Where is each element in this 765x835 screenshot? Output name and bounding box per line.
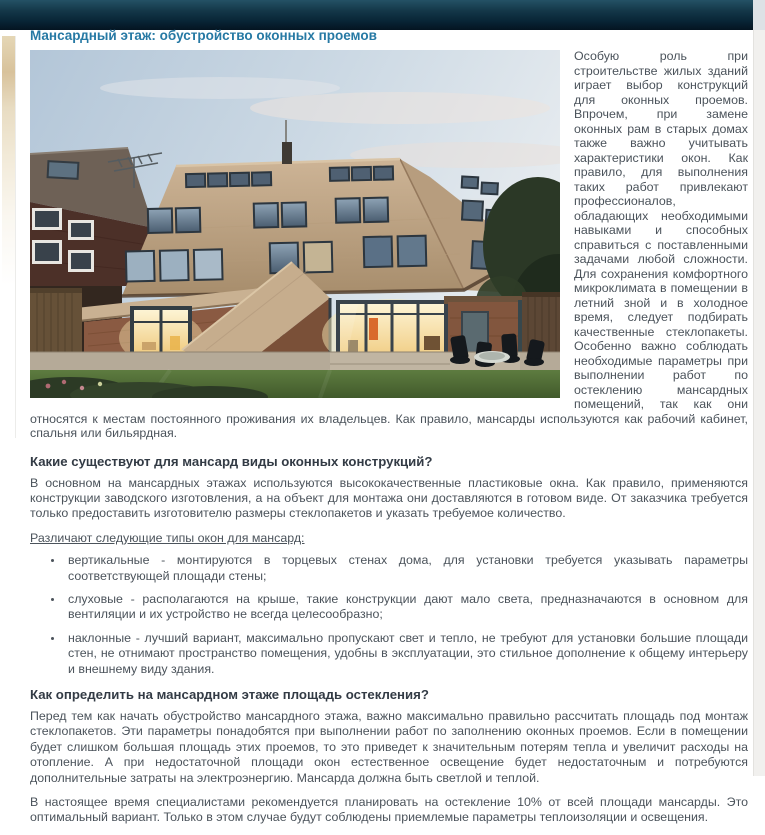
list-item: • слуховые - располагаются на крыше, такие конструкции дают мало света, предназначаются в основном для вентиляции и их устройство не всегда целесообразно; [64, 592, 748, 623]
window-types-list [30, 553, 748, 677]
list-intro: Различают следующие типы окон для мансард: [30, 530, 305, 545]
house-photo-illustration [30, 50, 560, 398]
section-heading: Как определить на мансардном этаже площадь остекления? [30, 686, 429, 702]
section-window-types [30, 454, 748, 677]
section-paragraph: Перед тем как начать обустройство мансардного этажа, важно максимально правильно рассчитать площадь под монтаж стеклопакетов. Эти параметры понадобятся при выполнении работ по заполнению оконных проемов. Если в помещении будет слишком большая площадь этих проемов, то это приведет к значительным потерям тепла и увеличит расходы на отопление. А при недостаточной площади окон естественное освещение будет недостаточным и потребуются дополнительные затраты на электроэнергию. Мансарда должна быть светлой и теплой. [30, 708, 748, 785]
article [30, 28, 748, 835]
lawn [30, 370, 560, 398]
page-title: Мансардный этаж: обустройство оконных проемов [30, 28, 377, 43]
top-navigation-bar [0, 0, 753, 30]
page-right-margin [753, 0, 765, 776]
chimney [282, 142, 292, 164]
left-fence [30, 288, 82, 360]
list-item: • вертикальные - монтируются в торцевых стенах дома, для установки требуется указывать параметры соответствующей площади стены; [64, 553, 748, 584]
section-paragraph: В настоящее время специалистами рекомендуется планировать на остекление 10% от всей площади мансарды. Это оптимальный вариант. Только в этом случае будут соблюдены приемлемые параметры теплоизоляции и освещения. [30, 795, 748, 825]
lead-paragraph: Особую роль при строительстве жилых зданий играет выбор конструкций для оконных проемов. Впрочем, при замене оконных рам в старых домах также важно учитывать характеристики окон. Как правило, для выполнения таких работ привлекают профессионалов, обладающих необходимыми навыками и способных справиться с поставленными задачами любой сложности. Для сохранения комфортного микроклимата в помещении в летний зной и в холодное время, следует подбирать качественные стеклопакеты. Особенно важно соблюдать необходимые параметры при выполнении работ по остеклению мансардных помещений, так как они относятся к местам постоянного проживания их владельцев. Как правило, мансарды используются как рабочий кабинет, спальня или бильярдная. [30, 49, 748, 440]
list-item: • наклонные - лучший вариант, максимально пропускают свет и тепло, не требуют для установки большие площади стен, не отнимают пространство помещения, удобны в эксплуатации, это стильное дополнение к общему интерьеру и внешнему виду здания. [64, 631, 748, 677]
house-photo [30, 50, 560, 398]
left-page-background-fragment [2, 36, 16, 438]
section-glazing-area [30, 687, 748, 826]
section-paragraph: В основном на мансардных этажах используются высококачественные пластиковые окна. Как правило, применяются конструкции заводского изготовления, а на объект для монтажа они доставляются в готовом виде. От заказчика требуется только предоставить изготовителю размеры стеклопакетов и указать требуемое количество. [30, 475, 748, 521]
page-right-margin-cap [753, 0, 765, 30]
section-heading: Какие существуют для мансард виды оконных конструкций? [30, 453, 433, 469]
